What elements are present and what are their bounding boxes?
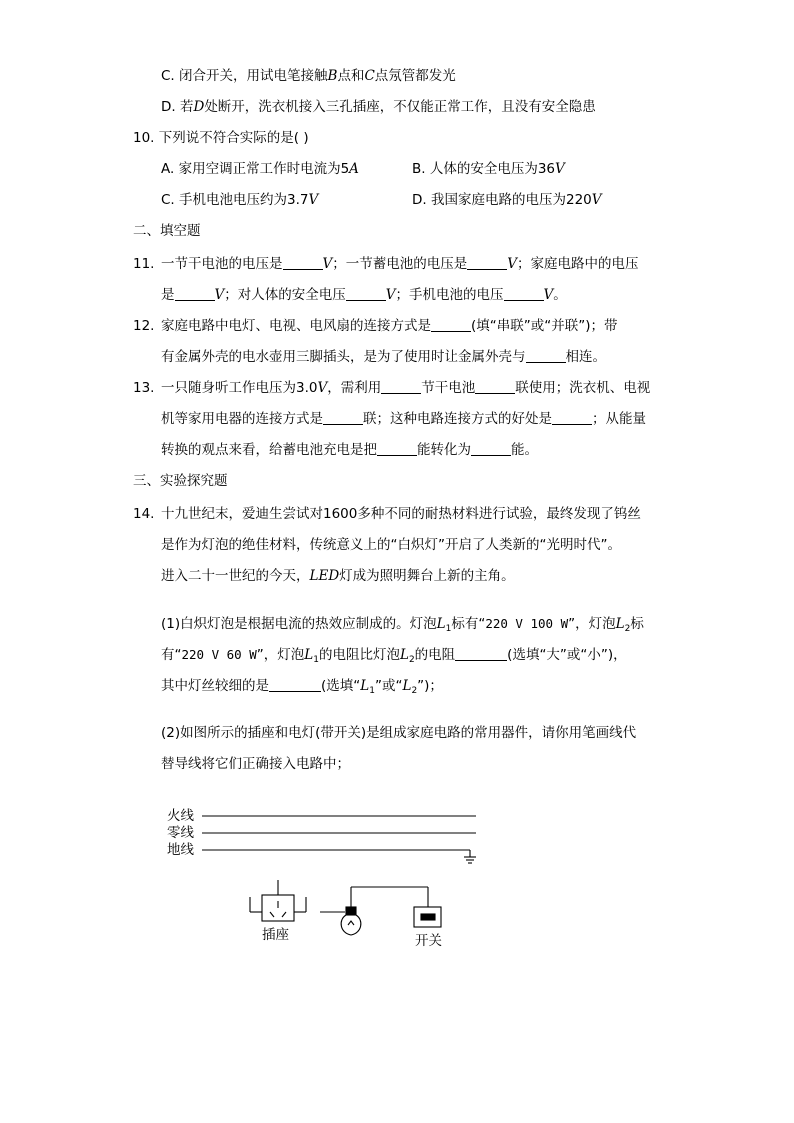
q14-text: 标 — [630, 616, 644, 632]
section-3-heading: 三、实验探究题 — [133, 473, 228, 489]
subscript: 2 — [408, 655, 415, 665]
q13-text: ，需利用 — [327, 380, 382, 396]
q14-text: ”，灯泡 — [568, 616, 616, 632]
unit-v: V — [385, 287, 396, 303]
q10-c-text: C. 手机电池电压约为3.7 — [161, 192, 309, 208]
q13-text: 能转化为 — [417, 442, 471, 458]
q9-d-text-2: 处断开，洗衣机接入三孔插座，不仅能正常工作，且没有安全隐患 — [204, 99, 596, 115]
q9-d-text-1: D. 若 — [161, 99, 194, 115]
subscript: 1 — [445, 624, 452, 634]
subscript: 2 — [411, 686, 418, 696]
switch-icon[interactable] — [414, 887, 441, 927]
unit-v: V — [543, 287, 554, 303]
q10-a-text: A. 家用空调正常工作时电流为5 — [161, 161, 350, 177]
q10-b-unit: V — [555, 161, 565, 177]
q14-text: 的电阻比灯泡 — [318, 647, 400, 663]
q11-text: ；家庭电路中的电压 — [517, 256, 639, 272]
var-l: L — [402, 678, 412, 694]
q14-text: 有“ — [161, 647, 182, 663]
switch-label: 开关 — [415, 933, 442, 949]
q10-stem: 10. 下列说不符合实际的是( ) — [133, 130, 309, 146]
q14-text: (选填“ — [321, 678, 361, 694]
q14-text: ”或“ — [374, 678, 403, 694]
q12-text: 家庭电路中电灯、电视、电风扇的连接方式是 — [161, 318, 431, 334]
q14-text: (1)白炽灯泡是根据电流的热效应制成的。灯泡 — [161, 616, 437, 632]
q9-c-var-c: C — [364, 68, 375, 84]
q11-text: 。 — [553, 287, 567, 303]
q14-part2-line-2: 替导线将它们正确接入电路中； — [161, 756, 350, 772]
q9-c-text-1: C. 闭合开关，用试电笔接触 — [161, 68, 328, 84]
q14-text: 其中灯丝较细的是 — [161, 678, 269, 694]
subscript: 1 — [369, 686, 375, 696]
q13-text: ；从能量 — [592, 411, 646, 427]
q14-text: 进入二十一世纪的今天， — [161, 568, 310, 584]
rating-l1: 220 V 100 W — [485, 616, 569, 631]
var-l: L — [304, 647, 314, 663]
q10-b-text: B. 人体的安全电压为36 — [412, 161, 556, 177]
q14-part2-line-1: (2)如图所示的插座和电灯(带开关)是组成家庭电路的常用器件，请你用笔画线代 — [161, 725, 637, 741]
q13-text: 能。 — [511, 442, 538, 458]
var-l: L — [399, 647, 409, 663]
light-bulb-icon[interactable] — [320, 887, 428, 935]
unit-v: V — [322, 256, 333, 272]
ground-wire-label: 地线 — [167, 842, 194, 858]
var-l: L — [360, 678, 370, 694]
q11-text: ；一节蓄电池的电压是 — [332, 256, 468, 272]
unit-v: V — [317, 380, 328, 396]
q11-number: 11. — [133, 256, 155, 272]
q13-text: 节干电池 — [421, 380, 476, 396]
q13-text: 联；这种电路连接方式的好处是 — [363, 411, 552, 427]
neutral-wire-label: 零线 — [167, 825, 194, 841]
three-hole-socket-icon[interactable] — [250, 880, 306, 921]
q14-number: 14. — [133, 506, 155, 522]
section-2-heading: 二、填空题 — [133, 223, 201, 239]
ground-symbol-icon — [464, 850, 476, 863]
q14-led: LED — [309, 568, 340, 584]
q14-text: ”，灯泡 — [256, 647, 305, 663]
q14-text: 灯成为照明舞台上新的主角。 — [339, 568, 515, 584]
q13-text: 机等家用电器的连接方式是 — [161, 411, 323, 427]
q9-c-text-3: 点氖管都发光 — [374, 68, 456, 84]
q14-text: 的电阻 — [414, 647, 456, 663]
socket-label: 插座 — [262, 927, 289, 943]
subscript: 2 — [624, 624, 631, 634]
unit-v: V — [214, 287, 225, 303]
q10-a-unit: A — [349, 161, 359, 177]
q9-d-var-d: D — [193, 99, 205, 115]
unit-v: V — [507, 256, 517, 272]
q14-text: (选填“大”或“小”)， — [507, 647, 627, 663]
q13-number: 13. — [133, 380, 155, 396]
q12-text: (填“串联”或“并联”)；带 — [471, 318, 618, 334]
var-l: L — [436, 616, 446, 632]
q11-text: 是 — [161, 287, 175, 303]
q10-d-unit: V — [591, 192, 602, 208]
rating-l2: 220 V 60 W — [181, 647, 257, 662]
q14-intro-line-1: 十九世纪末，爱迪生尝试对1600多种不同的耐热材料进行试验，最终发现了钨丝 — [161, 506, 641, 522]
live-wire-label: 火线 — [167, 808, 194, 824]
q13-text: 一只随身听工作电压为3.0 — [161, 380, 318, 396]
q9-c-var-b: B — [327, 68, 338, 84]
q11-text: ；手机电池的电压 — [395, 287, 504, 303]
q9-c-text-2: 点和 — [337, 68, 365, 84]
q12-number: 12. — [133, 318, 155, 334]
q11-text: 一节干电池的电压是 — [161, 256, 283, 272]
q11-text: ；对人体的安全电压 — [224, 287, 346, 303]
q14-text: ”)； — [417, 678, 443, 694]
q14-intro-line-2: 是作为灯泡的绝佳材料，传统意义上的“白炽灯”开启了人类新的“光明时代”。 — [161, 537, 621, 553]
var-l: L — [615, 616, 625, 632]
q10-d-text: D. 我国家庭电路的电压为220 — [412, 192, 592, 208]
q13-text: 联使用；洗衣机、电视 — [515, 380, 651, 396]
q12-text: 有金属外壳的电水壶用三脚插头，是为了使用时让金属外壳与 — [161, 349, 526, 365]
q12-text: 相连。 — [565, 349, 606, 365]
q14-text: 标有“ — [451, 616, 486, 632]
subscript: 1 — [313, 655, 319, 665]
q10-c-unit: V — [308, 192, 319, 208]
q13-text: 转换的观点来看，给蓄电池充电是把 — [161, 442, 377, 458]
